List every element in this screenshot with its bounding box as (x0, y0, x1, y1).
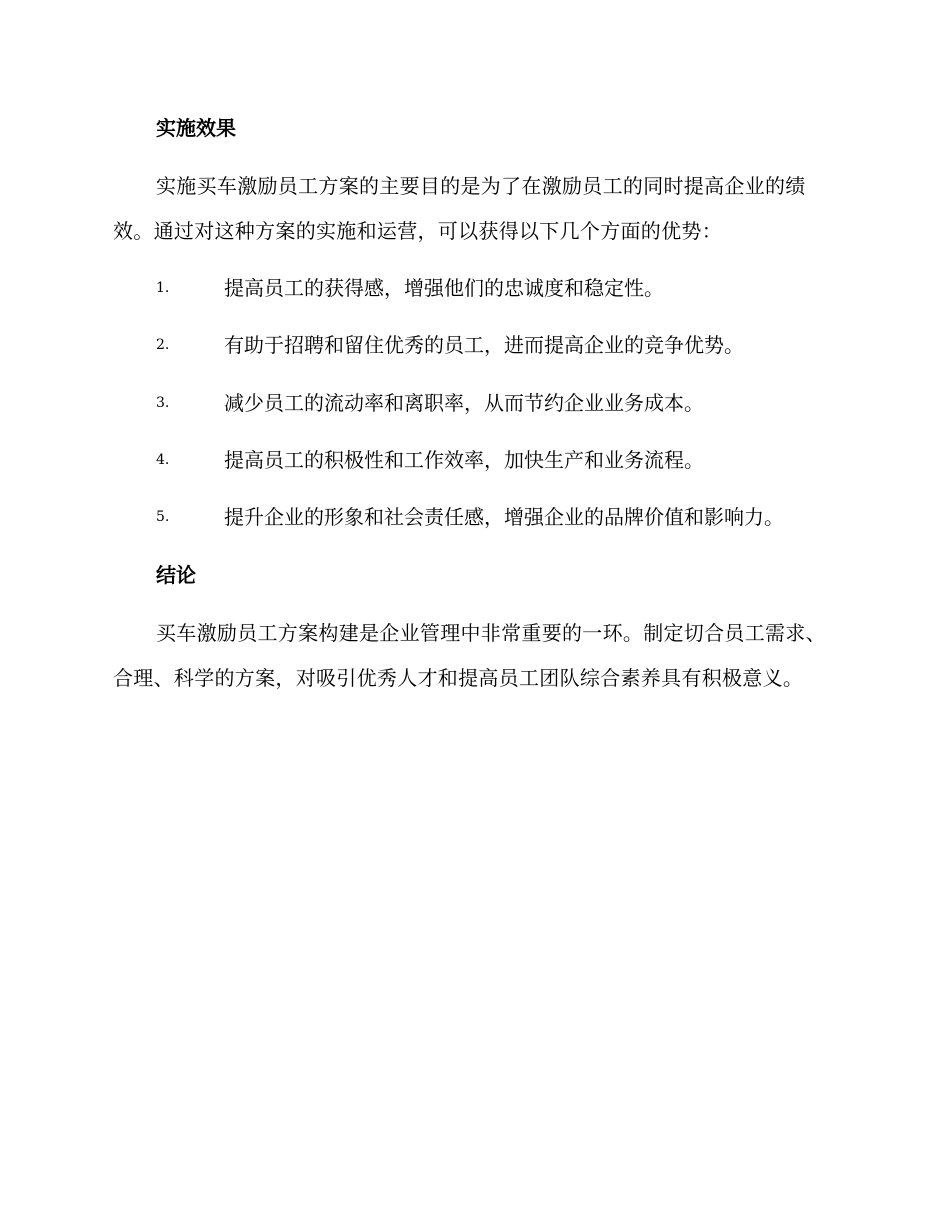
list-number: 1. (156, 280, 170, 296)
list-number: 4. (156, 452, 170, 468)
section-heading-conclusion: 结论 (156, 563, 196, 587)
list-number: 3. (156, 395, 170, 411)
conclusion-paragraph: 买车激励员工方案构建是企业管理中非常重要的一环。制定切合员工需求、合理、科学的方案，对吸引优秀人才和提高员工团队综合素养具有积极意义。 (113, 621, 826, 690)
intro-paragraph: 实施买车激励员工方案的主要目的是为了在激励员工的同时提高企业的绩效。通过对这种方案的实施和运营，可以获得以下几个方面的优势： (113, 174, 806, 243)
list-text: 有助于招聘和留住优秀的员工，进而提高企业的竞争优势。 (224, 333, 744, 357)
list-number: 5. (156, 509, 170, 525)
list-number: 2. (156, 337, 170, 353)
section-heading-results: 实施效果 (156, 116, 236, 140)
list-text: 提高员工的获得感，增强他们的忠诚度和稳定性。 (224, 276, 664, 300)
list-text: 提高员工的积极性和工作效率，加快生产和业务流程。 (224, 448, 704, 472)
list-text: 减少员工的流动率和离职率，从而节约企业业务成本。 (224, 391, 704, 415)
list-text: 提升企业的形象和社会责任感，增强企业的品牌价值和影响力。 (224, 505, 784, 529)
